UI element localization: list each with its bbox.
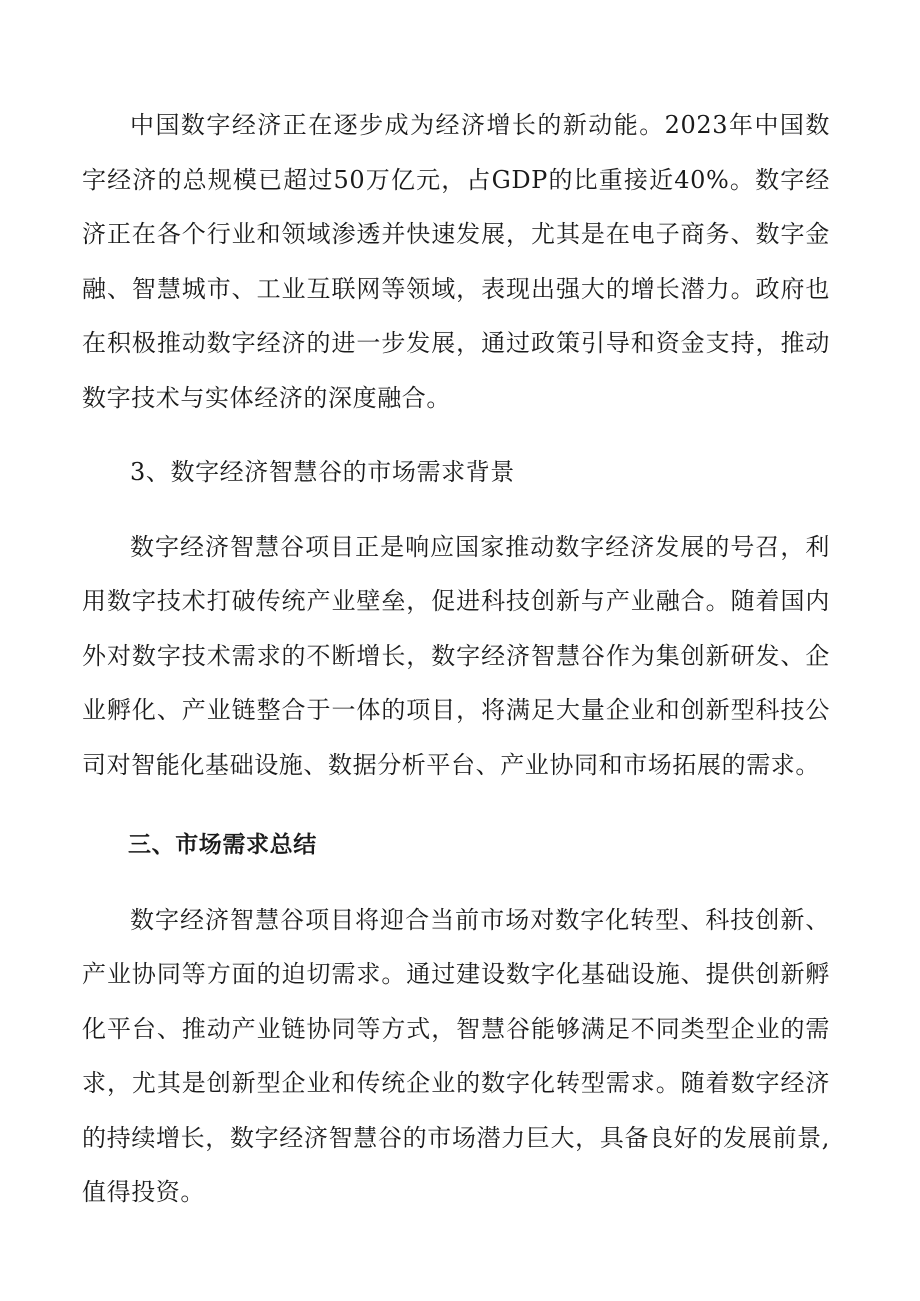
paragraph-project-response: 数字经济智慧谷项目正是响应国家推动数字经济发展的号召，利用数字技术打破传统产业壁垒，促进科技创新与产业融合。随着国内外对数字技术需求的不断增长，数字经济智慧谷作为集创新研发、企业孵化、产业链整合于一体的项目，将满足大量企业和创新型科技公司对智能化基础设施、数据分析平台、产业协同和市场拓展的需求。 [82, 532, 830, 779]
subheading-market-demand-background: 3、数字经济智慧谷的市场需求背景 [130, 458, 515, 486]
spacer [82, 883, 830, 893]
paragraph-digital-economy-growth: 中国数字经济正在逐步成为经济增长的新动能。2023年中国数字经济的总规模已超过50万亿元，占GDP的比重接近40%。数字经济正在各个行业和领域渗透并快速发展，尤其是在电子商务、数字金融、智慧城市、工业互联网等领域，表现出强大的增长潜力。政府也在积极推动数字经济的进一步发展，通过政策引导和资金支持，推动数字技术与实体经济的深度融合。 [82, 111, 830, 412]
paragraph-market-summary: 数字经济智慧谷项目将迎合当前市场对数字化转型、科技创新、产业协同等方面的迫切需求。通过建设数字化基础设施、提供创新孵化平台、推动产业链协同等方式，智慧谷能够满足不同类型企业的需求，尤其是创新型企业和传统企业的数字化转型需求。随着数字经济的持续增长，数字经济智慧谷的市场潜力巨大，具备良好的发展前景,值得投资。 [82, 905, 830, 1206]
document-body [82, 98, 830, 1220]
spacer [82, 425, 830, 435]
spacer [82, 510, 830, 520]
section-heading-market-summary: 三、市场需求总结 [128, 832, 317, 858]
spacer [82, 792, 830, 802]
